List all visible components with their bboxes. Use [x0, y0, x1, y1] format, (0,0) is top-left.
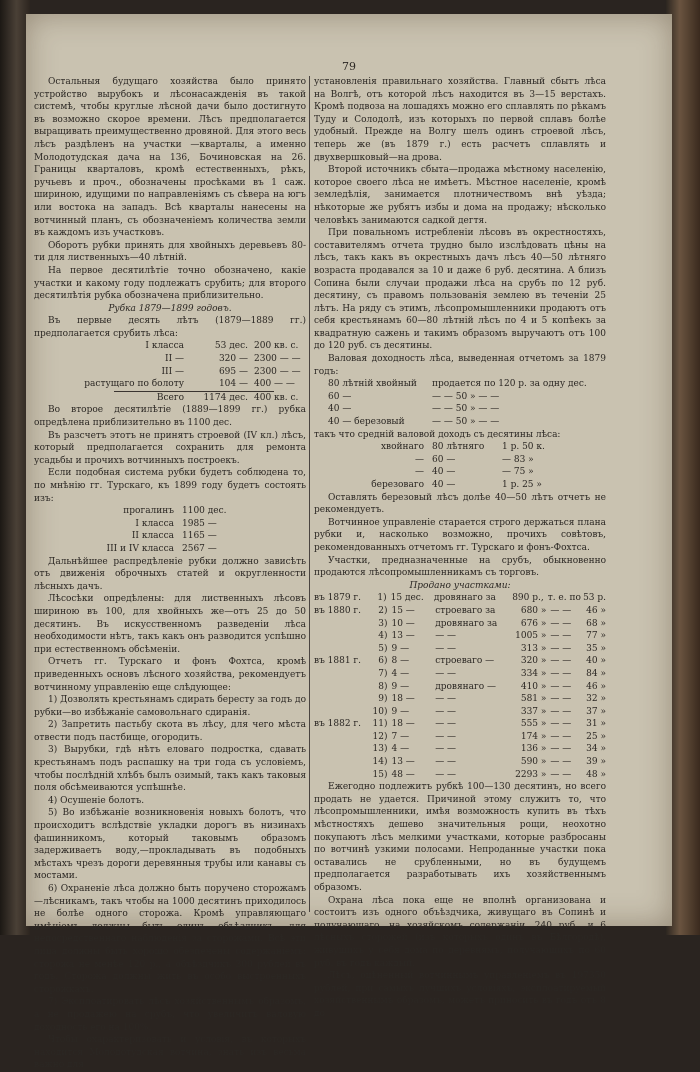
column-divider — [309, 76, 310, 912]
table-row — [314, 731, 606, 744]
table-cell: 1985 — — [182, 518, 217, 529]
table-cell: — 83 » — [502, 454, 534, 465]
table-cell: строеваго за — [435, 605, 496, 616]
table-cell: 15) — [372, 769, 388, 780]
table-cell: 40 — березовый — [328, 417, 405, 428]
table-cell: 320 — — [218, 354, 248, 365]
table-cell — [314, 643, 366, 656]
left-paragraph: Въ разсчетъ этотъ не принятъ строевой (IV кл.) лѣсъ, который предполагается сохранить для ремонта усадьбы и прочихъ вотчинныхъ построекъ. — [34, 430, 306, 466]
table-cell: — — — [435, 731, 457, 742]
table-cell: 104 — — [218, 379, 248, 390]
table-row — [314, 605, 606, 618]
table-cell: — — — [550, 694, 572, 705]
table-cell: 15 — — [391, 605, 415, 616]
table-cell: 2) — [378, 605, 388, 616]
table-cell: — — — [435, 643, 457, 654]
table-cell: 2300 — — — [254, 354, 301, 365]
table-cell: — — — [550, 769, 572, 780]
table-row — [314, 718, 606, 731]
right-paragraph: Продано участками: — [409, 580, 511, 591]
table-cell: 6) — [378, 656, 388, 667]
table-row — [314, 454, 606, 467]
table-cell: 37 » — [586, 706, 606, 717]
table-cell: 7) — [378, 668, 388, 679]
table-cell: 9 — — [391, 681, 410, 692]
table-cell: I класса — [145, 341, 184, 352]
table-cell: продается по 120 р. за одну дес. — [432, 379, 587, 390]
table-cell: 1165 — — [182, 531, 217, 542]
table-row — [314, 592, 606, 605]
table-row — [34, 530, 306, 543]
table-cell: 337 » — [520, 706, 547, 717]
table-cell: — — — [550, 681, 572, 692]
table-cell: дровянаго — — [435, 681, 497, 692]
table-cell: — — — [435, 757, 457, 768]
right-paragraph: Валовая доходность лѣса, выведенная отчетомъ за 1879 годъ: — [314, 354, 606, 377]
table-cell: 53 р. — [583, 593, 606, 604]
table-cell: — — — [435, 744, 457, 755]
table-row — [314, 743, 606, 756]
table-cell: 5) — [378, 643, 388, 654]
table-cell: хвойнаго — [380, 442, 424, 453]
table-cell: 410 » — [520, 681, 547, 692]
table-cell: 8 — — [391, 656, 410, 667]
table-cell: 80 лѣтній хвойный — [328, 379, 417, 390]
table-cell: 136 » — [520, 744, 547, 755]
table-row — [34, 518, 306, 531]
table-cell: 77 » — [586, 631, 606, 642]
table-cell: въ 1879 г. — [314, 593, 361, 604]
left-paragraph: Чтобы охарактеризовать и условія, въ которыхъ находится Молодотудская вотчина, знать изъ весьма важно для — [34, 1035, 306, 1071]
table-cell: 18 — — [391, 694, 415, 705]
table-row — [314, 378, 606, 391]
table-cell: 35 » — [586, 643, 606, 654]
left-paragraph: На первое десятилѣтіе точно обозначено, какіе участки и какому году подлежатъ срубить; для второго десятилѣтія рубка обозначена приблизительно. — [34, 265, 306, 302]
table-cell: 400 кв. с. — [254, 392, 299, 403]
table-cell: 8) — [378, 681, 388, 692]
table-cell: — — — [435, 631, 457, 642]
table-cell: растущаго по болоту — [84, 379, 184, 390]
table-cell: дровянаго за — [433, 593, 496, 604]
right-paragraph: Ежегодно подлежитъ рубкѣ 100—130 десятинъ, но всего продать не удается. Причиной этому служитъ то, что лѣсопромышленники, имѣя возможность купить въ тѣхъ мѣстностяхъ дешево значительныя рощи, неохотно покупаютъ лѣсъ мелкими участками, которые разбросаны по вотчинѣ узкими полосами. Непроданные участки пока оставались не срубленными, но въ будущемъ предполагается разработывать ихъ хозяйственнымъ образомъ. — [314, 782, 606, 893]
table-row — [314, 466, 606, 479]
table-cell: — — — [550, 668, 572, 679]
table-cell: т. е. по — [547, 593, 581, 604]
left-paragraph: Оборотъ рубки принять для хвойныхъ деревьевъ 80-ти для лиственныхъ—40 лѣтній. — [34, 240, 306, 264]
table-row — [314, 630, 606, 643]
table-cell: 48 — — [391, 769, 415, 780]
gross-income-table — [314, 378, 606, 428]
table-cell: 1005 » — [515, 631, 547, 642]
table-cell — [314, 706, 366, 719]
table-cell: III и IV класса — [106, 543, 174, 554]
table-cell: 1 р. 25 » — [502, 480, 542, 490]
table-cell: — 75 » — [502, 467, 534, 478]
table-cell: 13) — [372, 744, 388, 755]
right-paragraph: Вотчинное управленіе старается строго держаться плана рубки и, насколько возможно, прочихъ совѣтовъ, рекомендованныхъ отчетомъ гг. Турскаго и фонъ-Фохтса. — [314, 517, 606, 553]
table-cell: 18 — — [391, 719, 415, 730]
table-cell: — — — [550, 643, 572, 654]
table-cell: въ 1881 г. — [314, 656, 361, 667]
table-cell: въ 1882 г. — [314, 719, 361, 730]
table-cell: — — 50 » — — — [432, 391, 500, 402]
table-cell: 4 — — [391, 668, 410, 679]
table-cell: 2567 — — [182, 543, 217, 554]
table-cell: 14) — [372, 757, 388, 768]
table-cell: 32 » — [586, 694, 606, 705]
right-column — [314, 76, 606, 1021]
table-cell: 10 — — [391, 618, 415, 629]
table-cell: 4) — [378, 631, 388, 642]
table-cell: 9 — — [391, 706, 410, 717]
left-paragraph: 4) Осушеніе болотъ. — [48, 795, 145, 806]
table-cell — [314, 668, 366, 681]
table-cell: 590 » — [520, 757, 547, 768]
left-paragraph: 2) Запретить пастьбу скота въ лѣсу, для чего мѣста отвести подъ пастбище, огородить. — [34, 720, 306, 743]
table-cell: 2293 » — [515, 769, 547, 780]
table-cell: 4 — — [391, 744, 410, 755]
table-cell: 200 кв. с. — [254, 341, 299, 352]
table-cell: I класса — [135, 518, 174, 529]
table-cell — [314, 769, 366, 782]
table-cell: 313 » — [520, 643, 547, 654]
table-cell: 60 — — [432, 454, 456, 465]
table-cell: 40 — — [432, 467, 456, 478]
table-cell — [314, 618, 366, 631]
table-cell: 320 » — [520, 656, 547, 667]
left-column — [34, 76, 306, 1072]
table-cell: 60 — — [328, 391, 352, 402]
table-cell: 695 — — [218, 366, 248, 377]
table-cell: 10) — [372, 706, 388, 717]
table-row — [34, 340, 306, 353]
table-cell: — — — [550, 719, 572, 730]
table-cell — [314, 693, 366, 706]
left-paragraph: Во второе десятилѣтіе (1889—1899 гг.) рубка опредѣлена приблизительно въ 1100 дес. — [34, 405, 306, 429]
table-cell: Всего — [156, 392, 184, 403]
average-income-table — [314, 441, 606, 491]
table-row — [34, 543, 306, 556]
table-cell: 7 — — [391, 731, 410, 742]
left-paragraph: 5) Во избѣжаніе возникновенія новыхъ болотъ, что происходитъ вслѣдствіе укладки дорогъ въ низинахъ фашинникомъ, который таковымъ образомъ задерживаетъ воду,—прокладывать въ подобныхъ мѣстахъ чрезъ дороги деревянныя трубы или канавы съ мостами. — [34, 808, 306, 882]
table-cell: 334 » — [520, 668, 547, 679]
table-cell: въ 1880 г. — [314, 605, 361, 616]
felling-table — [34, 340, 306, 404]
table-cell — [314, 630, 366, 643]
table-cell: 676 » — [520, 618, 547, 629]
table-row — [314, 769, 606, 782]
table-row — [34, 378, 306, 391]
table-cell — [314, 743, 366, 756]
table-cell: 3) — [378, 618, 388, 629]
table-cell: — — [415, 454, 424, 465]
table-cell: — — — [550, 656, 572, 667]
left-paragraph: Лѣсосѣки опредѣлены: для лиственныхъ лѣсовъ шириною въ 100, для хвойныхъ же—отъ 25 до 50 десятинъ. Въ искусственномъ разведеніи лѣса необходимости нѣтъ, такъ какъ онъ разводится успѣшно при естественномъ обсѣменіи. — [34, 594, 306, 655]
left-paragraph: Въ первые десять лѣтъ (1879—1889 гг.) предполагается срубить лѣса: — [34, 316, 306, 339]
table-cell: 25 » — [586, 731, 606, 742]
table-cell: 39 » — [586, 757, 606, 768]
table-cell: 13 — — [391, 631, 415, 642]
table-cell: 46 » — [586, 681, 606, 692]
table-cell — [314, 681, 366, 694]
table-row — [314, 479, 606, 492]
table-cell: 9) — [378, 694, 388, 705]
right-paragraph: Второй источникъ сбыта—продажа мѣстному населенію, которое своего лѣса не имѣетъ. Мѣстное населеніе, кромѣ земледѣлія, занимается плотничествомъ внѣ уѣзда; нѣкоторые же рубятъ избы и дома на продажу; нѣсколько человѣкъ занимаются садкой дегтя. — [314, 165, 606, 226]
forecast-table — [34, 505, 306, 555]
table-cell: 13 — — [391, 757, 415, 768]
table-row — [314, 681, 606, 694]
table-cell: 174 » — [520, 731, 547, 742]
right-paragraph: такъ что средній валовой доходъ съ десятины лѣса: — [314, 429, 561, 440]
table-cell: 9 — — [391, 643, 410, 654]
table-cell: 48 » — [586, 769, 606, 780]
right-paragraph: Оставлять березовый лѣсъ долѣе 40—50 лѣтъ отчетъ не рекомендуетъ. — [314, 492, 606, 516]
table-row — [314, 391, 606, 404]
table-row — [34, 392, 306, 405]
table-cell: 581 » — [520, 694, 547, 705]
table-cell: 53 дес. — [214, 341, 248, 352]
table-cell: 1) — [377, 593, 387, 604]
table-cell: 1100 дес. — [182, 506, 227, 517]
table-row — [34, 366, 306, 379]
table-cell: 40 — — [328, 404, 352, 415]
table-row — [314, 618, 606, 631]
table-cell: — — — [550, 744, 572, 755]
table-cell: 1 р. 50 к. — [502, 442, 545, 453]
table-cell: прогалинъ — [123, 506, 174, 517]
table-cell: 46 » — [586, 605, 606, 616]
table-cell: 40 — — [432, 480, 456, 490]
table-cell: березоваго — [371, 480, 424, 490]
table-cell: — — — [550, 706, 572, 717]
right-paragraph: При повальномъ истребленіи лѣсовъ въ окрестностяхъ, составителямъ отчета трудно было изслѣдовать цѣны на лѣсъ, такъ какъ въ окрестныхъ дачъ лѣсъ 40—50 лѣтняго возраста продавался за 10 и даже 6 руб. десятина. А близъ Сопина были случаи продажи лѣса на срубъ по 12 руб. десятину, съ правомъ пользованія землею въ теченіи 25 лѣтъ. На ряду съ этимъ, лѣсопромышленники продаютъ отъ себя крестьянамъ 60—80 лѣтній лѣсъ по 4 и 5 копѣекъ за квадратную сажень и такимъ образомъ выручаютъ отъ 100 до 120 руб. съ десятины. — [314, 228, 606, 352]
table-cell: — — — [550, 631, 572, 642]
table-cell: 15 дес. — [390, 593, 424, 604]
table-row — [34, 353, 306, 366]
table-cell: — — — [435, 719, 457, 730]
table-cell: 31 » — [586, 719, 606, 730]
table-cell: II — — [165, 354, 184, 365]
table-cell: — — 50 » — — — [432, 404, 500, 415]
table-row — [314, 416, 606, 429]
left-paragraph: Дальнѣйшее распредѣленіе рубки должно зависѣть отъ движенія оброчныхъ статей и округленности лѣсныхъ дачъ. — [34, 556, 306, 592]
table-cell: 34 » — [586, 744, 606, 755]
table-cell: 40 » — [586, 656, 606, 667]
left-paragraph: 3) Вырубки, гдѣ нѣтъ еловаго подростка, сдавать крестьянамъ подъ распашку на три года съ условіемъ, чтобы послѣдній хлѣбъ былъ озимый, такъ какъ таковыя поля обсѣмеиваются успѣшнѣе. — [34, 745, 306, 794]
page-number: 79 — [342, 60, 356, 73]
left-paragraph: Остальныя будущаго хозяйства было принято устройство вырубокъ и лѣсонасажденія въ такой системѣ, чтобы круглые лѣсной дачи было достигнуто въ возможно скорое времени. Лѣсъ предполагается выращивать преимущественно дровяной. Для этого весь лѣсъ раздѣленъ на участки —кварталы, а именно Молодотудская дача на 136, Бочиновская на 26. Границы кварталовъ, кромѣ естественныхъ, рѣкъ, ручьевъ и проч., обозначены просѣками въ 1 саж. шириною, идущими по направленіямъ съ сѣвера на югъ или востока на западъ. Всѣ кварталы нанесены на вотчинный планъ, съ обозначеніемъ количества земли въ каждомъ изъ участковъ. — [34, 77, 306, 239]
table-cell: строеваго — — [435, 656, 495, 667]
table-cell: — — — [435, 668, 457, 679]
right-paragraph: Охрана лѣса пока еще не вполнѣ организована и состоитъ изъ одного объѣздчика, живущаго въ Сопинѣ и получающаго, на хозяйскомъ содержаніи, 240 руб., и 6 лѣсныхъ сторожей (изъ которыхъ одинъ въ Бѣлгородѣ), живущихъ у себя дома по деревнямъ, получающихъ по 60 руб. въ годъ каждый. — [314, 895, 606, 969]
table-cell: 2300 — — — [254, 366, 301, 377]
table-row — [314, 756, 606, 769]
table-cell: — — — [550, 731, 572, 742]
table-row — [314, 403, 606, 416]
table-cell: 680 » — [520, 605, 547, 616]
table-cell: — — — [435, 706, 457, 717]
right-paragraph: Участки, предназначенные на срубъ, обыкновенно продаются лѣсопромышленникамъ съ торговъ. — [314, 555, 606, 579]
table-cell: III — — [161, 366, 184, 377]
left-paragraph: Отчетъ гг. Турскаго и фонъ Фохтса, кромѣ приведенныхъ основъ лѣсного хозяйства, рекомендуетъ вотчинному управленію еще слѣдующее: — [34, 657, 306, 693]
left-paragraph: 1) Дозволять крестьянамъ сдирать бересту за годъ до рубки—во избѣжаніе самовольнаго сдиранія. — [34, 695, 306, 718]
left-paragraph: 7) Эксплоатировать лѣсъ хозяйственнымъ образомъ, а не продажею на срубъ, что увеличитъ валовую доходность его на 100%. — [34, 997, 306, 1033]
table-row — [314, 706, 606, 719]
table-cell: 890 р., — [512, 593, 544, 604]
left-paragraph: Рубка 1879—1899 годовъ. — [108, 303, 232, 314]
left-paragraph: Если подобная система рубки будетъ соблюдена то, по мнѣнію гг. Турскаго, къ 1899 году будетъ состоять изъ: — [34, 468, 306, 504]
table-cell: II класса — [131, 531, 174, 542]
table-cell: — — 50 » — — — [432, 417, 500, 428]
table-cell — [314, 756, 366, 769]
table-cell — [314, 731, 366, 744]
table-cell: дровянаго за — [435, 618, 498, 629]
table-cell: 80 лѣтняго — [432, 442, 485, 453]
table-cell: 1174 дес. — [203, 392, 248, 403]
table-cell: — — — [550, 618, 572, 629]
table-cell: 84 » — [586, 668, 606, 679]
table-cell: 12) — [372, 731, 388, 742]
table-cell: 400 — — — [254, 379, 295, 390]
table-cell: — — — [435, 769, 457, 780]
table-row — [34, 505, 306, 518]
table-row — [314, 655, 606, 668]
right-paragraph: Лѣсъ, оцѣненный вотчиннымъ управленіемъ въ 197350 рублей, при самыхъ лучшихъ условіяхъ, эксплоатируемый хозяйственнымъ образомъ, можетъ приносить въ годъ отъ 8 до — [314, 971, 606, 1019]
table-cell: — — — [550, 605, 572, 616]
sales-table — [314, 592, 606, 781]
table-row — [314, 643, 606, 656]
table-cell: — — [415, 467, 424, 478]
table-row — [314, 693, 606, 706]
table-row — [314, 668, 606, 681]
right-paragraph: установленія правильнаго хозяйства. Главный сбытъ лѣса на Волгѣ, отъ которой лѣсъ находится въ 3—15 верстахъ. Кромѣ подвоза на лошадяхъ можно его сплавлять по рѣкамъ Туду и Солодолѣ, изъ которыхъ по первой сплавъ болѣе удобный. Прежде на Волгу шелъ одинъ строевой лѣсъ, теперь же (въ 1879 г.) есть расчетъ сплавлять и двухвершковый—на дрова. — [314, 77, 606, 163]
table-cell: — — — [435, 694, 457, 705]
table-cell: — — — [550, 757, 572, 768]
left-paragraph: 6) Охраненіе лѣса должно быть поручено сторожамъ—лѣсникамъ, такъ чтобы на 1000 десятинъ приходилось не болѣе одного сторожа. Кромѣ управляющаго имѣніемъ должны быть одинъ объѣздчикъ, для непосредственнаго наблюденія за сторожами. Всѣ эти лица должны быть хорошо обезпечены содержаніемъ: сторожа не менѣе 120 р., а объѣздчикъ 300 рублей въ годъ. Сторожа должны жить въ особо выстроенныхъ сторожкахъ. — [34, 884, 306, 995]
table-cell: 68 » — [586, 618, 606, 629]
table-row — [314, 441, 606, 454]
book-page — [26, 14, 672, 1071]
table-cell: 11) — [372, 719, 388, 730]
table-cell: 555 » — [520, 719, 547, 730]
